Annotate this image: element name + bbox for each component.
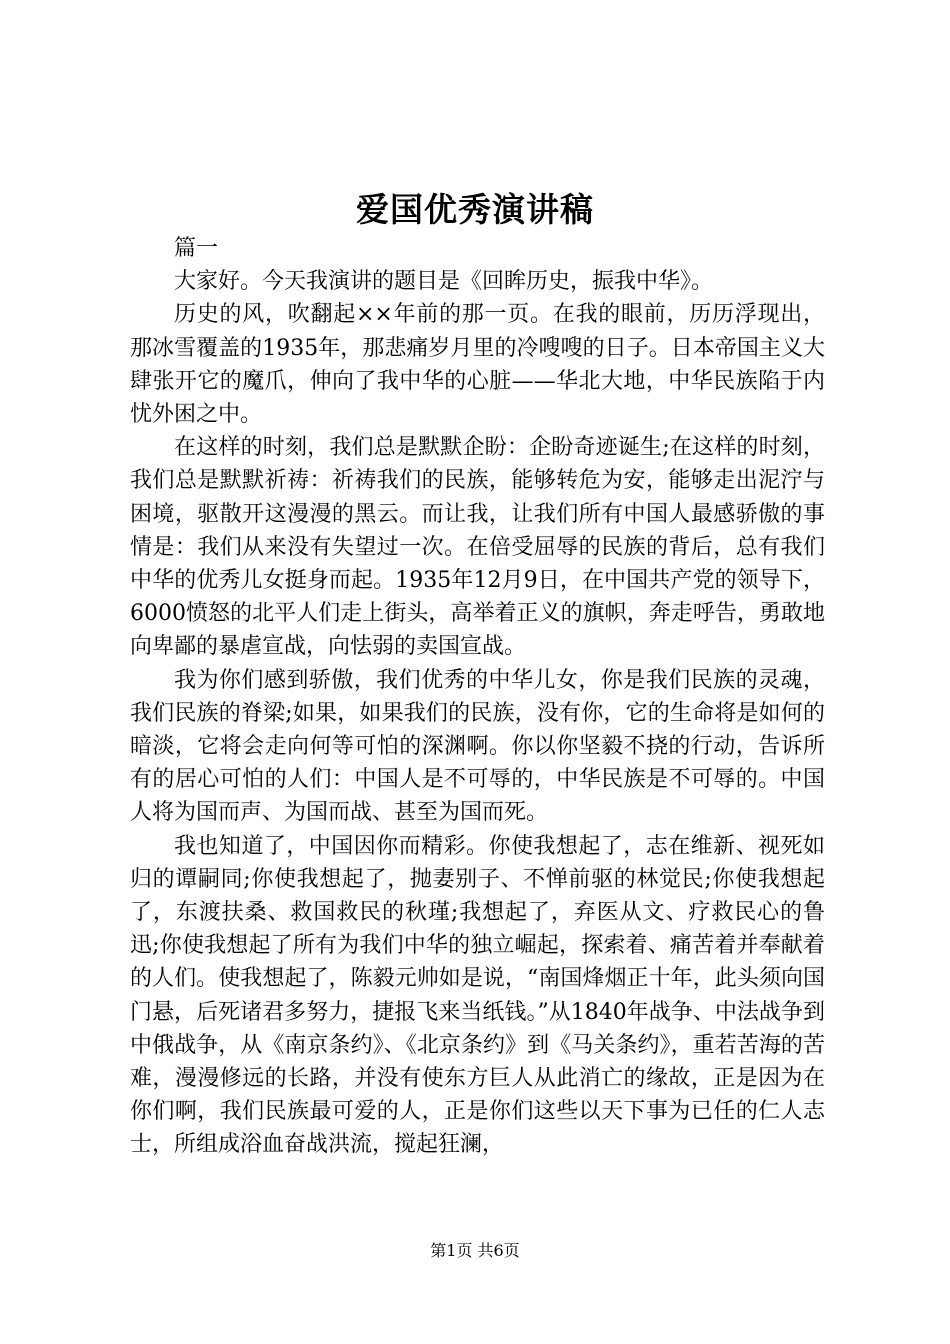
paragraph: 在这样的时刻，我们总是默默企盼：企盼奇迹诞生;在这样的时刻，我们总是默默祈祷：祈祷我们的民族，能够转危为安，能够走出泥泞与困境，驱散开这漫漫的黑云。而让我，让我们所有中国人最感骄傲的事情是：我们从来没有失望过一次。在倍受屈辱的民族的背后，总有我们中华的优秀儿女挺身而起。1935年12月9日，在中国共产党的领导下，6000愤怒的北平人们走上街头，高举着正义的旗帜，奔走呼告，勇敢地向卑鄙的暴虐宣战，向怯弱的卖国宣战。 bbox=[130, 435, 825, 660]
paragraph: 历史的风，吹翻起××年前的那一页。在我的眼前，历历浮现出，那冰雪覆盖的1935年，那悲痛岁月里的冷嗖嗖的日子。日本帝国主义大肆张开它的魔爪，伸向了我中华的心脏——华北大地，中华民族陷于内忧外困之中。 bbox=[130, 302, 825, 428]
page-footer: 第1页 共6页 bbox=[430, 1241, 520, 1260]
document-body bbox=[130, 232, 825, 1162]
paragraph: 我为你们感到骄傲，我们优秀的中华儿女，你是我们民族的灵魂，我们民族的脊梁;如果，如果我们的民族，没有你，它的生命将是如何的暗淡，它将会走向何等可怕的深渊啊。你以你坚毅不挠的行动，告诉所有的居心可怕的人们：中国人是不可辱的，中华民族是不可辱的。中国人将为国而声、为国而战、甚至为国而死。 bbox=[130, 667, 825, 826]
paragraph: 大家好。今天我演讲的题目是《回眸历史，振我中华》。 bbox=[174, 269, 714, 295]
document-title: 爱国优秀演讲稿 bbox=[356, 190, 594, 229]
paragraph-section-label: 篇一 bbox=[174, 236, 219, 261]
paragraph: 我也知道了，中国因你而精彩。你使我想起了，志在维新、视死如归的谭嗣同;你使我想起了，抛妻别子、不惮前驱的林觉民;你使我想起了，东渡扶桑、救国救民的秋瑾;我想起了，弃医从文、疗救民心的鲁迅;你使我想起了所有为我们中华的独立崛起，探索着、痛苦着并奉献着的人们。使我想起了，陈毅元帅如是说，“南国烽烟正十年，此头须向国门悬，后死诸君多努力，捷报飞来当纸钱。”从1840年战争、中法战争到中俄战争，从《南京条约》、《北京条约》到《马关条约》，重若苦海的苦难，漫漫修远的长路，并没有使东方巨人从此消亡的缘故，正是因为在你们啊，我们民族最可爱的人，正是你们这些以天下事为已任的仁人志士，所组成浴血奋战洪流，搅起狂澜， bbox=[130, 833, 825, 1158]
